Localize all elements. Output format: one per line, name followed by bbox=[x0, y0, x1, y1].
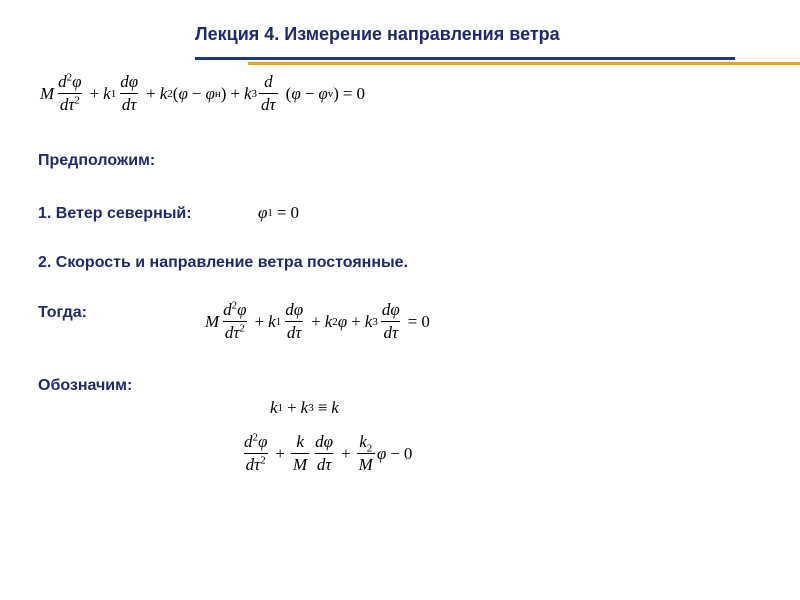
point-2: 2. Скорость и направление ветра постоянные. bbox=[38, 254, 409, 271]
exp: 2 bbox=[74, 94, 80, 107]
fraction-first-derivative bbox=[380, 300, 402, 343]
sym-k: k bbox=[324, 311, 333, 331]
sym-tau: τ bbox=[295, 323, 302, 342]
sym-phi: φ bbox=[376, 443, 387, 463]
symbol-M: M bbox=[205, 311, 220, 331]
assume-heading: Предположим: bbox=[38, 152, 156, 169]
sym-d: d bbox=[121, 95, 131, 114]
op-plus: + bbox=[254, 311, 265, 331]
fraction-first-derivative bbox=[118, 72, 140, 115]
sym-phi: φ bbox=[205, 83, 215, 103]
zero: 0 bbox=[403, 443, 413, 463]
sym-phi: φ bbox=[293, 300, 304, 319]
exp: 2 bbox=[66, 71, 73, 84]
paren: ) bbox=[220, 83, 227, 103]
exp: 2 bbox=[231, 299, 238, 312]
sym-phi: φ bbox=[390, 300, 400, 319]
fraction-operator-d bbox=[259, 72, 278, 115]
sym-d: d bbox=[315, 432, 324, 451]
fraction-second-derivative bbox=[56, 72, 83, 115]
symbol-M: M bbox=[40, 83, 55, 103]
op-minus: − bbox=[191, 83, 202, 103]
sym-phi: φ bbox=[128, 72, 139, 91]
zero: 0 bbox=[290, 203, 299, 222]
sym-phi: φ bbox=[323, 432, 334, 451]
paren: ( bbox=[172, 83, 179, 103]
sym-d: d bbox=[244, 432, 253, 451]
sym-tau: τ bbox=[130, 95, 137, 114]
sym-phi: φ bbox=[337, 311, 348, 331]
sub: 2 bbox=[366, 442, 373, 455]
paren: ) bbox=[333, 83, 339, 103]
sym-d: d bbox=[120, 72, 129, 91]
then-heading: Тогда: bbox=[38, 304, 87, 321]
slide-title: Лекция 4. Измерение направления ветра bbox=[195, 24, 560, 44]
sym-phi: φ bbox=[318, 83, 328, 103]
zero: 0 bbox=[421, 311, 430, 331]
symbol-M: M bbox=[293, 455, 308, 474]
fraction-second-derivative bbox=[221, 300, 248, 343]
op-equals: = bbox=[276, 203, 287, 222]
fraction-k-over-M bbox=[291, 432, 309, 475]
sym-tau: τ bbox=[391, 323, 399, 342]
sym-phi: φ bbox=[178, 83, 188, 103]
sym-d: d bbox=[285, 300, 294, 319]
op-plus: + bbox=[341, 443, 351, 463]
title-underline-orange bbox=[248, 62, 800, 65]
op-equiv: ≡ bbox=[317, 398, 328, 417]
op-equals: = bbox=[407, 311, 418, 331]
exp: 2 bbox=[260, 454, 266, 467]
sym-d: d bbox=[264, 72, 273, 91]
sym-d: d bbox=[59, 95, 69, 114]
sym-k: k bbox=[244, 83, 252, 103]
symbol-M: M bbox=[358, 455, 373, 474]
fraction-k2-over-M bbox=[357, 432, 375, 475]
sym-tau: τ bbox=[254, 455, 261, 474]
sym-tau: τ bbox=[233, 323, 240, 342]
op-minus: − bbox=[390, 443, 400, 463]
op-plus: + bbox=[146, 83, 156, 103]
sym-d: d bbox=[381, 300, 391, 319]
sym-phi: φ bbox=[258, 203, 268, 222]
fraction-first-derivative bbox=[313, 432, 335, 475]
sym-d: d bbox=[316, 455, 326, 474]
paren: ( bbox=[285, 83, 292, 103]
sym-d: d bbox=[383, 323, 392, 342]
sym-phi: φ bbox=[258, 432, 268, 451]
sym-k: k bbox=[103, 83, 111, 103]
sym-d: d bbox=[224, 323, 234, 342]
sym-tau: τ bbox=[68, 95, 75, 114]
fraction-second-derivative bbox=[242, 432, 269, 475]
sym-phi: φ bbox=[72, 72, 82, 91]
op-plus: + bbox=[311, 311, 321, 331]
main-equation: M $\frac{d^2\varphi}{d\tau^2}$ + k 1 $\frac{d\varphi}{d\tau}$ + k 2 ( φ − φ н ) + k 3 $\frac{d}{d\tau}$ ( φ − φ v ) = 0 bbox=[40, 71, 365, 114]
sym-k: k bbox=[300, 398, 309, 417]
sym-k: k bbox=[364, 311, 373, 331]
op-plus: + bbox=[89, 83, 100, 103]
op-plus: + bbox=[230, 83, 240, 103]
zero: 0 bbox=[356, 83, 365, 103]
sym-k: k bbox=[159, 83, 168, 103]
fraction-first-derivative bbox=[283, 300, 305, 343]
sym-k: k bbox=[331, 398, 339, 417]
sym-d: d bbox=[58, 72, 67, 91]
op-plus: + bbox=[275, 443, 285, 463]
sym-d: d bbox=[245, 455, 255, 474]
simplified-equation: M $\frac{d^2\varphi}{d\tau^2}$ + k 1 $\frac{d\varphi}{d\tau}$ + k 2 φ + k 3 $\frac{d\varphi}{d\tau}$ = 0 bbox=[205, 299, 430, 342]
sym-phi: φ bbox=[291, 83, 301, 103]
sym-tau: τ bbox=[269, 95, 276, 114]
condition-phi1: φ 1 = 0 bbox=[258, 203, 299, 222]
sym-k: k bbox=[270, 398, 278, 417]
sym-k: k bbox=[359, 432, 367, 451]
exp: 2 bbox=[239, 322, 245, 335]
op-equals: = bbox=[342, 83, 353, 103]
normalized-equation bbox=[240, 432, 412, 475]
sym-d: d bbox=[261, 95, 270, 114]
exp: 2 bbox=[252, 431, 258, 444]
sym-phi: φ bbox=[237, 300, 247, 319]
op-minus: − bbox=[304, 83, 315, 103]
denote-heading: Обозначим: bbox=[38, 377, 133, 394]
sym-tau: τ bbox=[325, 455, 332, 474]
point-1: 1. Ветер северный: bbox=[38, 205, 192, 222]
sym-k: k bbox=[268, 311, 276, 331]
sym-k: k bbox=[296, 432, 304, 451]
sym-d: d bbox=[223, 300, 232, 319]
sym-d: d bbox=[286, 323, 296, 342]
title-underline-blue bbox=[195, 57, 735, 60]
op-plus: + bbox=[351, 311, 361, 331]
definition-k: k 1 + k 3 ≡ k bbox=[270, 398, 339, 417]
op-plus: + bbox=[287, 398, 297, 417]
